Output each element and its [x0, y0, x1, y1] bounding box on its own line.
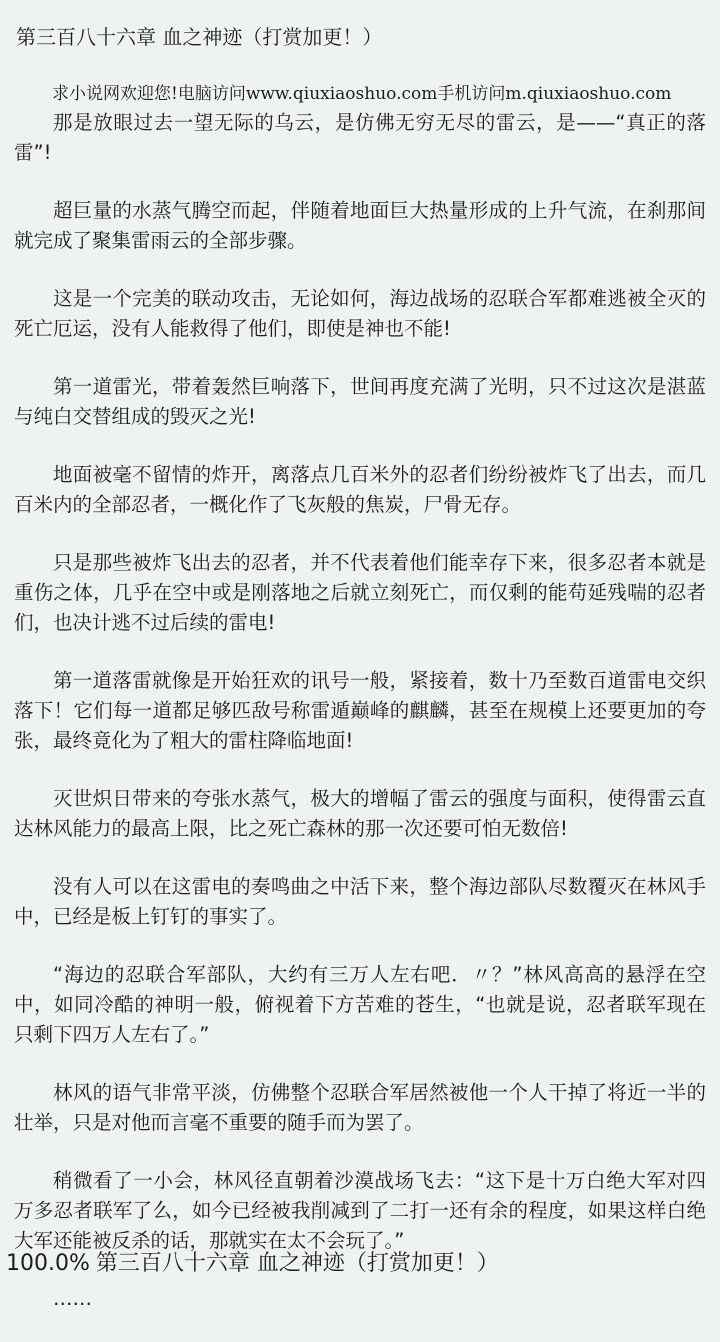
- paragraph: 灭世炽日带来的夸张水蒸气，极大的增幅了雷云的强度与面积，使得雷云直达林风能力的最高上限，比之死亡森林的那一次还要可怕无数倍!: [14, 787, 706, 840]
- paragraph: 那是放眼过去一望无际的乌云，是仿佛无穷无尽的雷云，是——“真正的落雷”!: [14, 111, 706, 164]
- chapter-title: 第三百八十六章 血之神迹（打赏加更！）: [16, 25, 383, 49]
- chapter-content: [14, 80, 706, 1342]
- paragraph: 这是一个完美的联动攻击，无论如何，海边战场的忍联合军都难逃被全灭的死亡厄运，没有人能救得了他们，即使是神也不能!: [14, 287, 706, 340]
- paragraph: 没有人可以在这雷电的奏鸣曲之中活下来，整个海边部队尽数覆灭在林风手中，已经是板上钉钉的事实了。: [14, 875, 706, 928]
- paragraph: 超巨量的水蒸气腾空而起，伴随着地面巨大热量形成的上升气流，在刹那间就完成了聚集雷雨云的全部步骤。: [14, 199, 706, 252]
- site-promo-line: 求小说网欢迎您!电脑访问www.qiuxiaoshuo.com手机访问m.qiuxiaoshuo.com: [52, 84, 672, 104]
- paragraph: “海边的忍联合军部队，大约有三万人左右吧．〃？”林风高高的悬浮在空中，如同冷酷的神明一般，俯视着下方苦难的苍生，“也就是说，忍者联军现在只剩下四万人左右了。”: [14, 963, 706, 1046]
- paragraph: 第一道落雷就像是开始狂欢的讯号一般，紧接着，数十乃至数百道雷电交织落下！它们每一道都足够匹敌号称雷遁巅峰的麒麟，甚至在规模上还要更加的夸张，最终竟化为了粗大的雷柱降临地面!: [14, 669, 706, 752]
- reading-progress: 100.0%: [6, 1251, 90, 1276]
- paragraph: 林风的语气非常平淡，仿佛整个忍联合军居然被他一个人干掉了将近一半的壮举，只是对他而言毫不重要的随手而为罢了。: [14, 1081, 706, 1134]
- paragraph: 只是那些被炸飞出去的忍者，并不代表着他们能幸存下来，很多忍者本就是重伤之体，几乎在空中或是刚落地之后就立刻死亡，而仅剩的能苟延残喘的忍者们，也决计逃不过后续的雷电!: [14, 551, 706, 634]
- paragraph: 稍微看了一小会，林风径直朝着沙漠战场飞去：“这下是十万白绝大军对四万多忍者联军了么，如今已经被我削减到了二打一还有余的程度，如果这样白绝大军还能被反杀的话，那就实在太不会玩了。”: [14, 1169, 706, 1252]
- paragraph: 第一道雷光，带着轰然巨响落下，世间再度充满了光明，只不过这次是湛蓝与纯白交替组成的毁灭之光!: [14, 375, 706, 428]
- footer-chapter-title: 第三百八十六章 血之神迹（打赏加更！）: [95, 1251, 499, 1276]
- paragraph: 地面被毫不留情的炸开，离落点几百米外的忍者们纷纷被炸飞了出去，而几百米内的全部忍者，一概化作了飞灰般的焦炭，尸骨无存。: [14, 463, 706, 516]
- reading-status-bar: [6, 1248, 720, 1280]
- paragraph-ellipsis: ……: [53, 1287, 92, 1310]
